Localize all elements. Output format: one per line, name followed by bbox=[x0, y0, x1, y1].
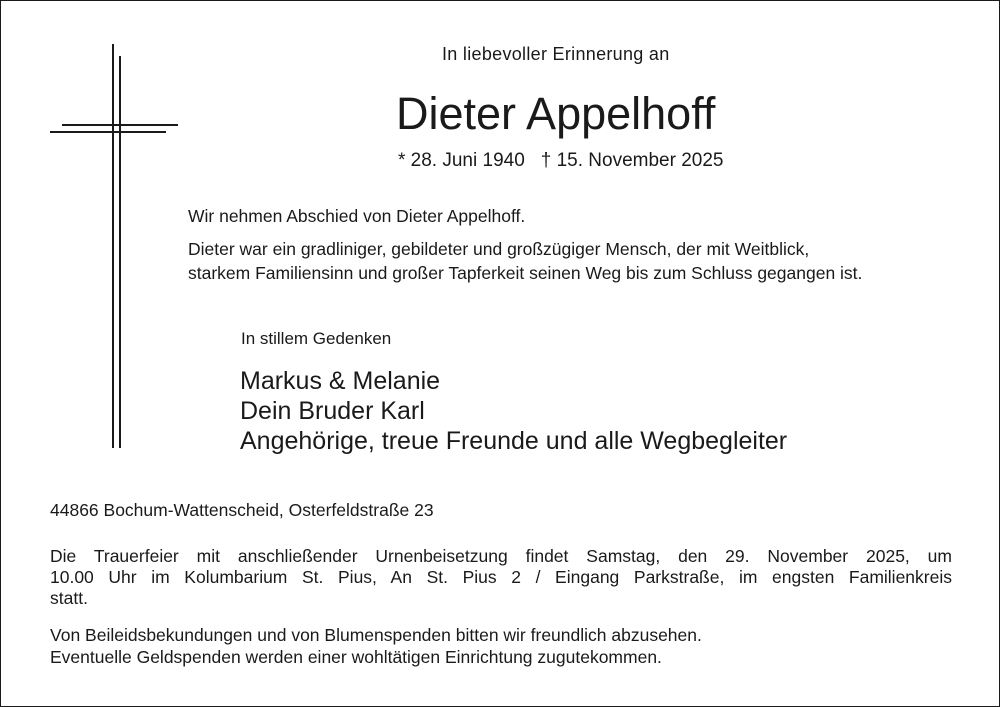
death-date: † 15. November 2025 bbox=[540, 150, 724, 171]
life-dates bbox=[398, 150, 724, 172]
ceremony-line: Die Trauerfeier mit anschließender Urnenbeisetzung findet Samstag, den 29. November 2025, um bbox=[50, 546, 952, 566]
closing-line: Von Beileidsbekundungen und von Blumenspenden bitten wir freundlich abzusehen. bbox=[50, 625, 702, 645]
closing-text bbox=[50, 624, 702, 668]
ceremony-text bbox=[50, 546, 952, 609]
mourner: Angehörige, treue Freunde und alle Wegbegleiter bbox=[240, 427, 788, 455]
birth-date: * 28. Juni 1940 bbox=[398, 150, 525, 171]
deceased-name: Dieter Appelhoff bbox=[396, 88, 716, 139]
memory-label: In stillem Gedenken bbox=[241, 329, 392, 348]
tribute-text bbox=[188, 237, 862, 285]
address: 44866 Bochum-Wattenscheid, Osterfeldstraße 23 bbox=[50, 500, 434, 520]
farewell-text: Wir nehmen Abschied von Dieter Appelhoff. bbox=[188, 206, 526, 226]
tribute-line: starkem Familiensinn und großer Tapferkeit seinen Weg bis zum Schluss gegangen ist. bbox=[188, 263, 863, 283]
closing-line: Eventuelle Geldspenden werden einer wohltätigen Einrichtung zugutekommen. bbox=[50, 647, 662, 667]
mourner: Markus & Melanie bbox=[240, 367, 441, 395]
intro-text: In liebevoller Erinnerung an bbox=[442, 44, 670, 64]
ceremony-line: 10.00 Uhr im Kolumbarium St. Pius, An St. Pius 2 / Eingang Parkstraße, im engsten Familienkreis bbox=[50, 567, 952, 587]
mourners-list bbox=[240, 366, 787, 456]
ceremony-line: statt. bbox=[50, 588, 88, 608]
mourner: Dein Bruder Karl bbox=[240, 397, 425, 425]
cross-icon bbox=[0, 0, 200, 460]
tribute-line: Dieter war ein gradliniger, gebildeter und großzügiger Mensch, der mit Weitblick, bbox=[188, 239, 810, 259]
